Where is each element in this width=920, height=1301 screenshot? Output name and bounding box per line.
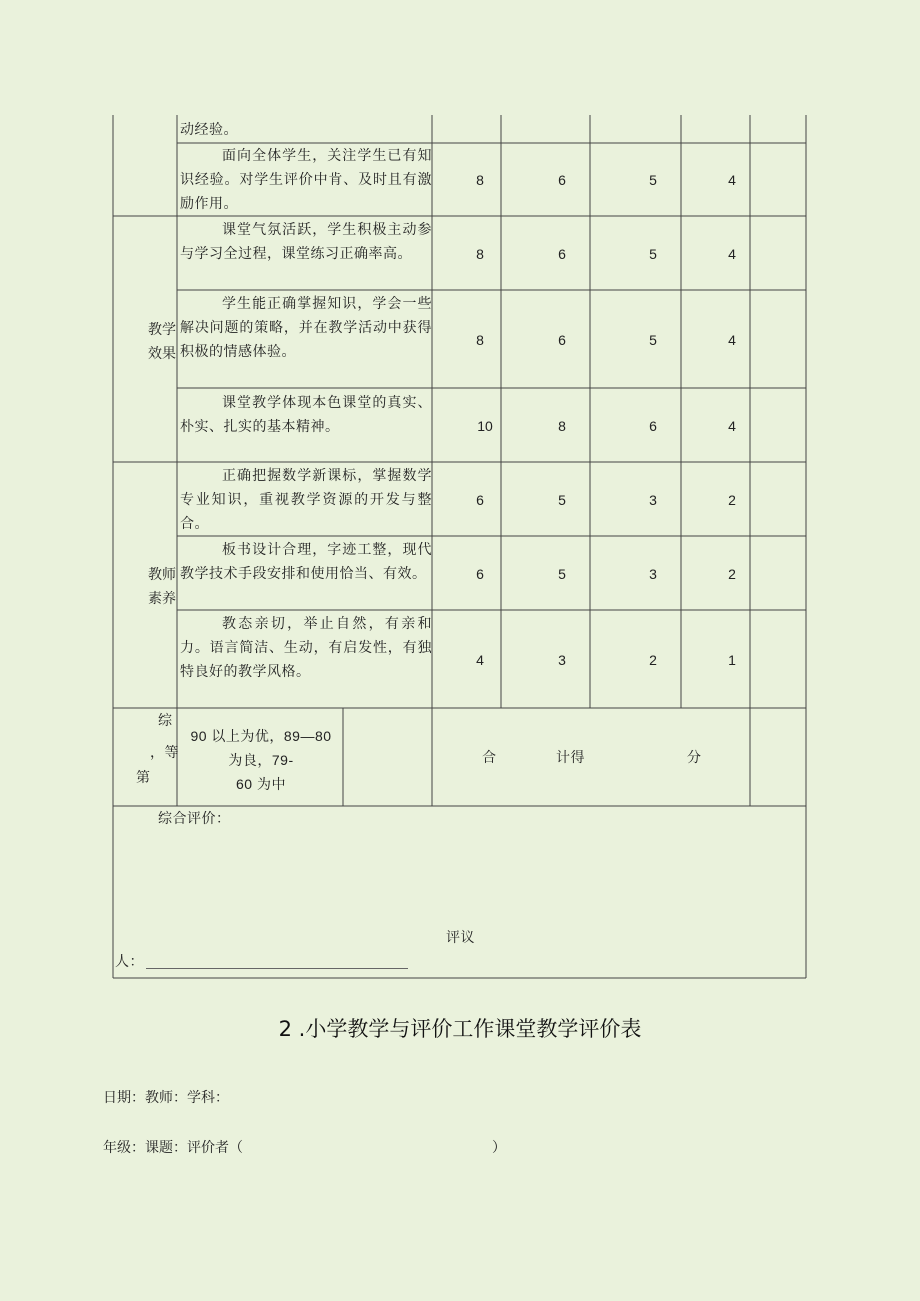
score-excellent: 4: [476, 652, 484, 668]
score-excellent: 8: [476, 332, 484, 348]
reviewer-label: 人：: [115, 954, 144, 970]
category-label: 教学: [148, 322, 176, 338]
score-good: 5: [558, 492, 566, 508]
meta-bracket-close: ）: [492, 1140, 506, 1156]
score-good: 5: [558, 566, 566, 582]
reviewer-label: 评议: [446, 930, 475, 946]
score-excellent: 8: [476, 246, 484, 262]
section-title: 2 .小学教学与评价工作课堂教学评价表: [278, 1017, 642, 1041]
total-label: 分: [687, 750, 702, 766]
score-fail: 2: [728, 566, 736, 582]
score-fail: 2: [728, 492, 736, 508]
score-excellent: 10: [477, 418, 493, 434]
criterion-text: 板书设计合理，字迹工整，现代教学技术手段安排和使用恰当、有效。: [180, 542, 432, 582]
signature-line: [146, 968, 408, 969]
score-pass: 3: [649, 566, 657, 582]
score-excellent: 8: [476, 172, 484, 188]
grade-label: 第: [136, 770, 151, 786]
criterion-text: 课堂气氛活跃，学生积极主动参与学习全过程，课堂练习正确率高。: [180, 222, 432, 262]
score-fail: 4: [728, 172, 736, 188]
meta-grade-topic-reviewer: 年级：课题：评价者（: [103, 1140, 243, 1156]
grade-criteria: 60 为中: [236, 776, 286, 792]
score-excellent: 6: [476, 566, 484, 582]
score-good: 3: [558, 652, 566, 668]
grade-label: 综: [158, 713, 173, 729]
grade-criteria: 为良，79-: [228, 752, 294, 768]
criterion-text: 动经验。: [180, 122, 238, 138]
score-pass: 5: [649, 332, 657, 348]
category-label: 素养: [148, 591, 176, 607]
score-good: 6: [558, 332, 566, 348]
criterion-text: 正确把握数学新课标，掌握数学专业知识，重视教学资源的开发与整合。: [180, 468, 432, 532]
total-label: 计得: [556, 750, 585, 766]
score-pass: 5: [649, 172, 657, 188]
total-label: 合: [482, 750, 497, 766]
score-good: 6: [558, 246, 566, 262]
grade-criteria: 90 以上为优，89—80: [190, 728, 332, 744]
comment-label: 综合评价：: [158, 811, 231, 827]
score-good: 8: [558, 418, 566, 434]
score-fail: 1: [728, 652, 736, 668]
category-label: 教师: [148, 567, 176, 583]
grade-label: ，等: [150, 745, 179, 761]
score-good: 6: [558, 172, 566, 188]
score-pass: 2: [649, 652, 657, 668]
criterion-text: 课堂教学体现本色课堂的真实、朴实、扎实的基本精神。: [180, 395, 432, 435]
score-fail: 4: [728, 418, 736, 434]
score-pass: 6: [649, 418, 657, 434]
score-pass: 5: [649, 246, 657, 262]
score-pass: 3: [649, 492, 657, 508]
category-label: 效果: [148, 346, 176, 362]
score-fail: 4: [728, 246, 736, 262]
meta-date-teacher-subject: 日期：教师：学科：: [103, 1090, 229, 1106]
score-excellent: 6: [476, 492, 484, 508]
criterion-text: 面向全体学生，关注学生已有知识经验。对学生评价中肯、及时且有激励作用。: [180, 148, 432, 212]
score-fail: 4: [728, 332, 736, 348]
criterion-text: 学生能正确掌握知识，学会一些解决问题的策略，并在教学活动中获得积极的情感体验。: [180, 296, 432, 360]
criterion-text: 教态亲切，举止自然，有亲和力。语言简洁、生动，有启发性，有独特良好的教学风格。: [180, 616, 432, 680]
